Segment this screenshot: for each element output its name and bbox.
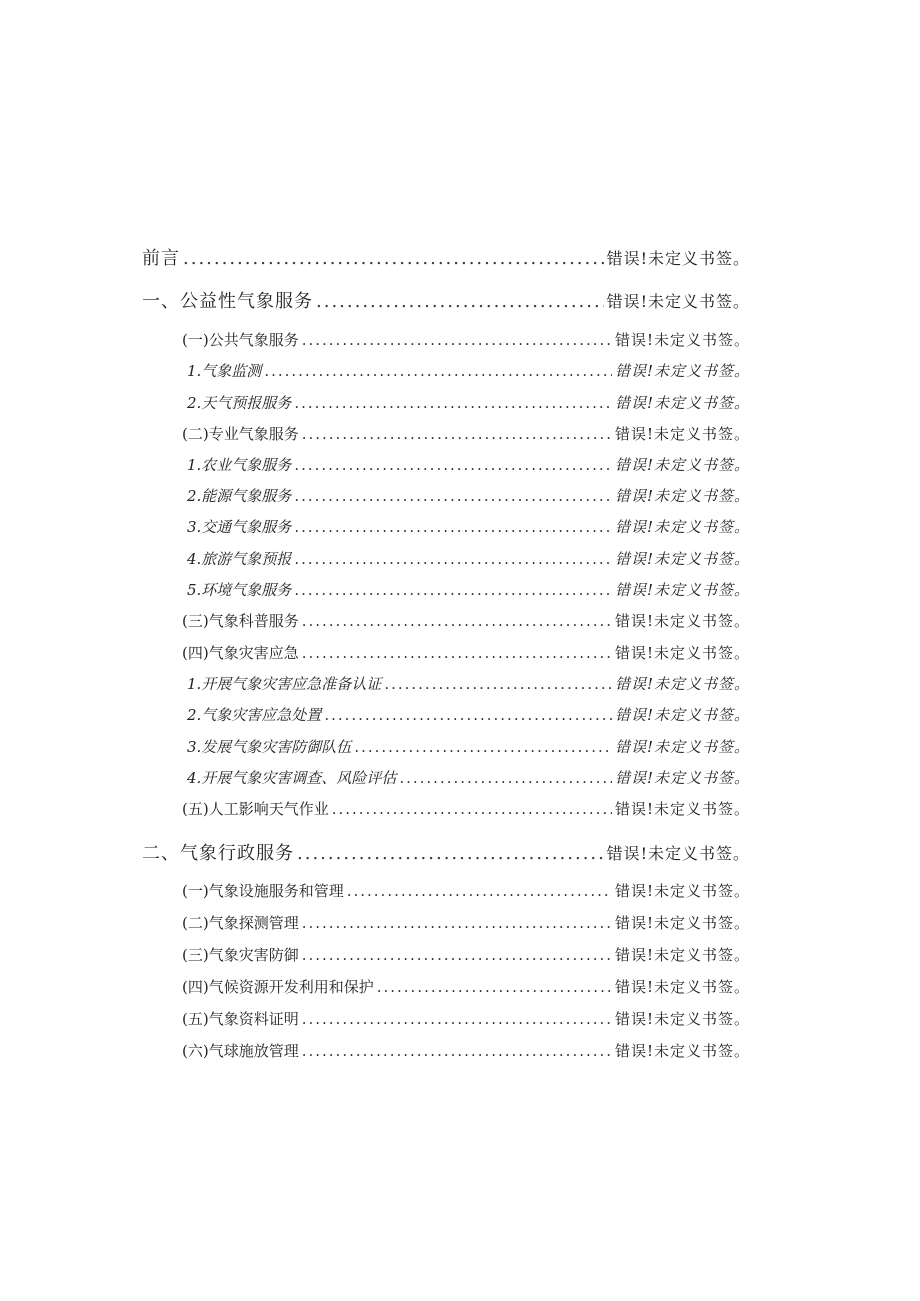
toc-entry-title: 2.天气预报服务 (187, 394, 292, 412)
toc-entry-title: 4.开展气象灾害调查、风险评估 (187, 769, 397, 787)
toc-entry-title: (五)气象资料证明 (182, 1010, 299, 1028)
toc-entry-title: 一、公益性气象服务 (142, 291, 313, 312)
toc-entry-item[interactable] (187, 767, 750, 788)
toc-entry-page-ref: 错误!未定义书签。 (614, 456, 750, 474)
toc-entry-item[interactable] (187, 392, 750, 413)
toc-entry-title: (二)专业气象服务 (182, 425, 299, 443)
toc-entry-subsection[interactable] (182, 880, 750, 901)
toc-leader-dots (332, 800, 612, 818)
toc-leader-dots (399, 769, 612, 787)
toc-entry-item[interactable] (187, 673, 750, 694)
toc-entry-page-ref: 错误!未定义书签。 (614, 362, 750, 380)
toc-leader-dots (302, 425, 612, 443)
toc-leader-dots (302, 612, 612, 630)
toc-entry-item[interactable] (187, 579, 750, 600)
toc-entry-page-ref: 错误!未定义书签。 (614, 487, 750, 505)
toc-leader-dots (302, 644, 612, 662)
toc-entry-subsection[interactable] (182, 423, 750, 444)
toc-leader-dots (354, 738, 612, 756)
toc-entry-subsection[interactable] (182, 912, 750, 933)
toc-entry-title: (一)气象设施服务和管理 (182, 882, 344, 900)
toc-entry-subsection[interactable] (182, 1008, 750, 1029)
toc-entry-item[interactable] (187, 454, 750, 475)
toc-entry-page-ref: 错误!未定义书签。 (614, 1042, 750, 1060)
toc-leader-dots (302, 1010, 612, 1028)
toc-entry-page-ref: 错误!未定义书签。 (614, 675, 750, 693)
toc-leader-dots (347, 882, 612, 900)
toc-entry-page-ref: 错误!未定义书签。 (614, 331, 750, 349)
toc-leader-dots (302, 914, 612, 932)
toc-entry-section-1[interactable] (142, 287, 750, 313)
toc-entry-page-ref: 错误!未定义书签。 (614, 946, 750, 964)
toc-leader-dots (294, 550, 612, 568)
toc-entry-page-ref: 错误!未定义书签。 (614, 769, 750, 787)
toc-entry-subsection[interactable] (182, 976, 750, 997)
toc-entry-item[interactable] (187, 360, 750, 381)
toc-entry-page-ref: 错误!未定义书签。 (606, 292, 750, 311)
toc-entry-page-ref: 错误!未定义书签。 (614, 914, 750, 932)
toc-entry-item[interactable] (187, 485, 750, 506)
toc-entry-page-ref: 错误!未定义书签。 (614, 518, 750, 536)
toc-entry-subsection[interactable] (182, 798, 750, 819)
toc-entry-page-ref: 错误!未定义书签。 (614, 882, 750, 900)
toc-entry-title: 5.环境气象服务 (187, 581, 292, 599)
toc-entry-title: (二)气象探测管理 (182, 914, 299, 932)
toc-entry-preface[interactable] (142, 244, 750, 270)
toc-entry-item[interactable] (187, 516, 750, 537)
toc-entry-title: 2.气象灾害应急处置 (187, 706, 322, 724)
toc-entry-item[interactable] (187, 736, 750, 757)
toc-leader-dots (264, 362, 612, 380)
toc-leader-dots (294, 518, 612, 536)
toc-leader-dots (324, 706, 612, 724)
toc-entry-page-ref: 错误!未定义书签。 (614, 1010, 750, 1028)
toc-entry-page-ref: 错误!未定义书签。 (614, 394, 750, 412)
toc-entry-subsection[interactable] (182, 610, 750, 631)
toc-leader-dots (316, 291, 604, 312)
toc-leader-dots (294, 394, 612, 412)
toc-entry-section-2[interactable] (142, 839, 750, 865)
toc-entry-title: 1.农业气象服务 (187, 456, 292, 474)
toc-leader-dots (294, 456, 612, 474)
toc-entry-subsection[interactable] (182, 329, 750, 350)
toc-entry-page-ref: 错误!未定义书签。 (614, 581, 750, 599)
toc-entry-title: 3.交通气象服务 (187, 518, 292, 536)
toc-entry-page-ref: 错误!未定义书签。 (614, 978, 750, 996)
toc-leader-dots (302, 1042, 612, 1060)
toc-entry-subsection[interactable] (182, 1040, 750, 1061)
toc-entry-title: (六)气球施放管理 (182, 1042, 299, 1060)
toc-entry-title: (五)人工影响天气作业 (182, 800, 329, 818)
toc-entry-title: (三)气象灾害防御 (182, 946, 299, 964)
toc-leader-dots (294, 487, 612, 505)
toc-entry-item[interactable] (187, 548, 750, 569)
toc-entry-title: 4.旅游气象预报 (187, 550, 292, 568)
toc-entry-page-ref: 错误!未定义书签。 (614, 800, 750, 818)
toc-leader-dots (302, 946, 612, 964)
toc-entry-page-ref: 错误!未定义书签。 (614, 738, 750, 756)
toc-entry-page-ref: 错误!未定义书签。 (614, 550, 750, 568)
toc-entry-page-ref: 错误!未定义书签。 (614, 425, 750, 443)
toc-entry-title: 二、气象行政服务 (142, 843, 294, 864)
toc-entry-title: 1.开展气象灾害应急准备认证 (187, 675, 382, 693)
toc-entry-title: 1.气象监测 (187, 362, 262, 380)
toc-entry-subsection[interactable] (182, 944, 750, 965)
toc-entry-title: (四)气象灾害应急 (182, 644, 299, 662)
toc-entry-item[interactable] (187, 704, 750, 725)
toc-leader-dots (297, 843, 604, 864)
toc-entry-subsection[interactable] (182, 642, 750, 663)
toc-entry-title: 3.发展气象灾害防御队伍 (187, 738, 352, 756)
toc-leader-dots (377, 978, 612, 996)
toc-leader-dots (302, 331, 612, 349)
toc-leader-dots (294, 581, 612, 599)
toc-leader-dots (183, 248, 604, 269)
toc-entry-title: (一)公共气象服务 (182, 331, 299, 349)
toc-entry-page-ref: 错误!未定义书签。 (614, 612, 750, 630)
toc-entry-title: (三)气象科普服务 (182, 612, 299, 630)
toc-entry-title: 前言 (142, 248, 180, 269)
toc-entry-page-ref: 错误!未定义书签。 (614, 706, 750, 724)
toc-entry-page-ref: 错误!未定义书签。 (614, 644, 750, 662)
toc-entry-page-ref: 错误!未定义书签。 (606, 844, 750, 863)
toc-entry-title: 2.能源气象服务 (187, 487, 292, 505)
toc-entry-title: (四)气候资源开发利用和保护 (182, 978, 374, 996)
toc-leader-dots (384, 675, 612, 693)
toc-entry-page-ref: 错误!未定义书签。 (606, 249, 750, 268)
